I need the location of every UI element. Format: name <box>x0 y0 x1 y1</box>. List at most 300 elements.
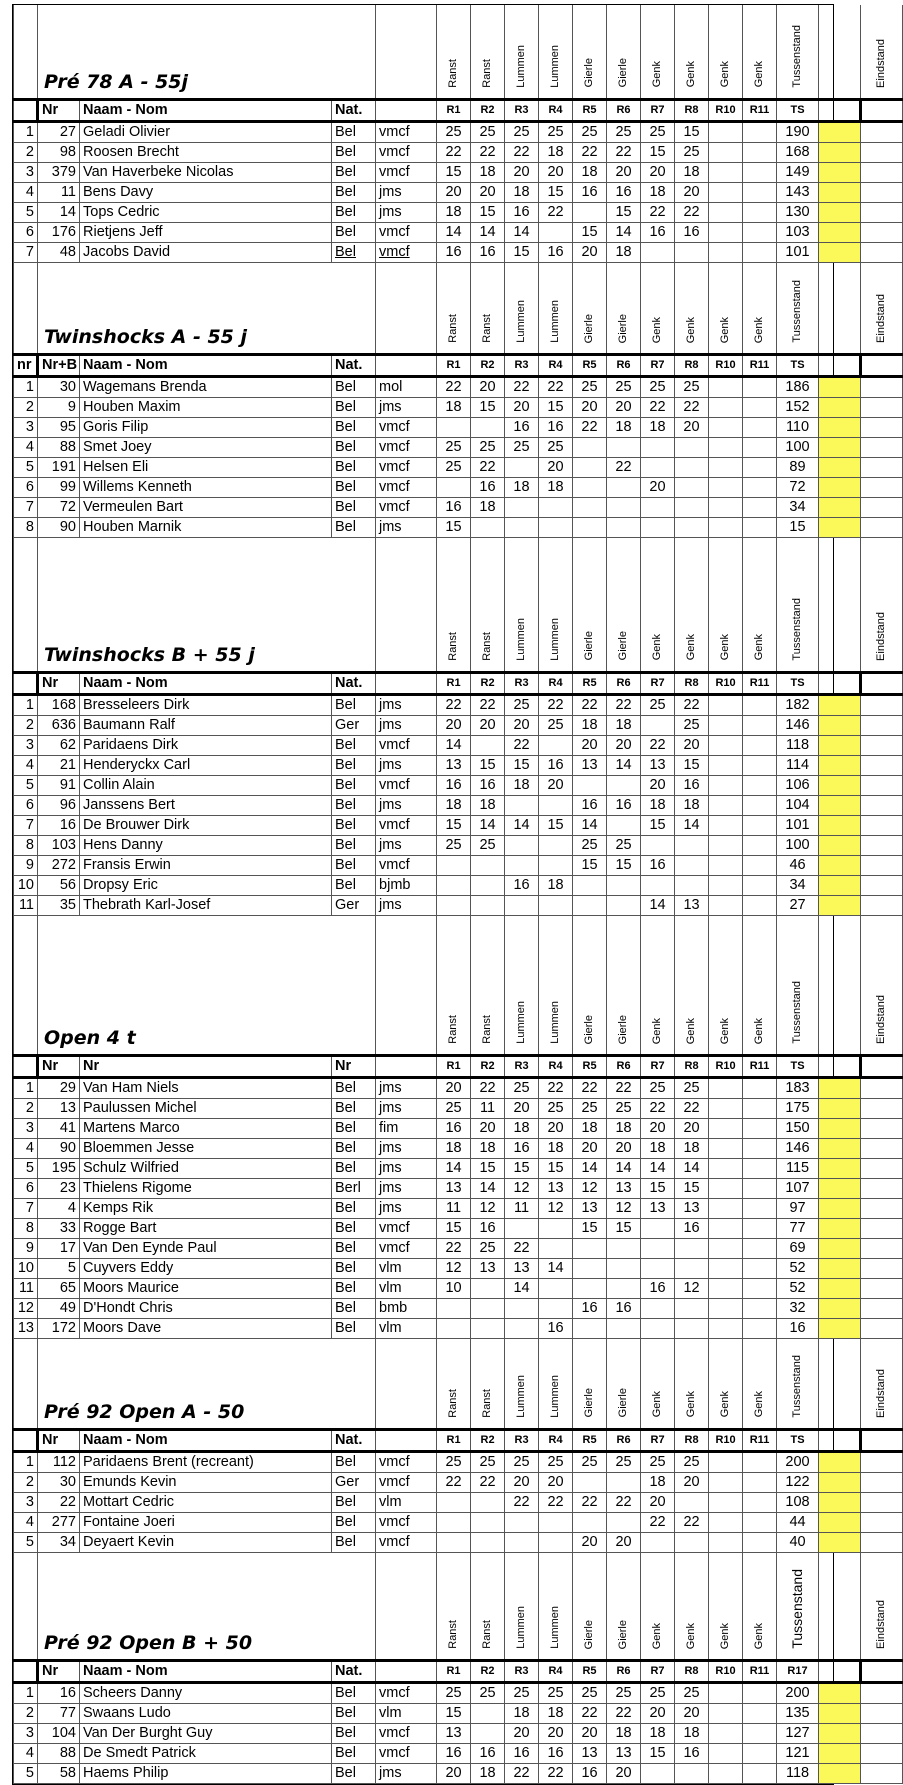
round-score: 16 <box>505 418 539 438</box>
rider-name: Vermeulen Bart <box>80 498 332 518</box>
rider-nationality: Bel <box>332 438 376 458</box>
rider-club: vmcf <box>376 1451 437 1472</box>
round-score: 20 <box>437 1078 471 1099</box>
rider-position: 4 <box>14 182 38 202</box>
rider-club: vmcf <box>376 1683 437 1704</box>
round-title: Genk <box>685 1017 698 1044</box>
round-score <box>743 458 777 478</box>
round-score: 25 <box>573 835 607 855</box>
round-title-cell <box>471 1339 505 1429</box>
rider-number: 90 <box>38 518 80 538</box>
header-round: R3 <box>505 1429 539 1451</box>
round-title: Ranst <box>481 1015 494 1044</box>
round-score <box>573 1239 607 1259</box>
round-title: Genk <box>685 316 697 343</box>
rider-number: 103 <box>38 835 80 855</box>
round-score <box>539 222 573 242</box>
final-standing <box>861 242 903 262</box>
round-title-cell <box>861 916 903 1056</box>
round-score: 18 <box>471 498 505 518</box>
round-score <box>743 242 777 262</box>
round-score <box>539 835 573 855</box>
round-score: 22 <box>573 418 607 438</box>
rider-position: 4 <box>14 755 38 775</box>
round-score <box>709 398 743 418</box>
round-score <box>709 835 743 855</box>
rider-club: vmcf <box>376 162 437 182</box>
round-title-cell <box>539 263 573 355</box>
round-score: 18 <box>675 162 709 182</box>
interim-total: 186 <box>777 377 819 398</box>
final-standing <box>861 398 903 418</box>
round-score <box>709 498 743 518</box>
header-blank <box>819 1661 861 1683</box>
round-score: 11 <box>437 1199 471 1219</box>
round-title-cell <box>573 538 607 672</box>
rider-position: 4 <box>14 1512 38 1532</box>
blank-cell <box>376 916 437 1056</box>
rider-name: Henderyckx Carl <box>80 755 332 775</box>
interim-total: 27 <box>777 895 819 915</box>
round-title: Eindstand <box>875 611 888 661</box>
round-score <box>743 498 777 518</box>
round-score <box>709 1259 743 1279</box>
final-standing <box>861 1119 903 1139</box>
rider-number: 191 <box>38 458 80 478</box>
header-round: R7 <box>641 1056 675 1078</box>
rider-name: Bloemmen Jesse <box>80 1139 332 1159</box>
round-score: 14 <box>539 1259 573 1279</box>
round-score <box>539 1239 573 1259</box>
round-title: Ranst <box>481 58 494 88</box>
highlight-cell <box>819 1319 861 1339</box>
round-title: Ranst <box>447 314 459 343</box>
round-title-cell <box>573 1339 607 1429</box>
rider-club: jms <box>376 202 437 222</box>
section-title: Twinshocks B + 55 j <box>44 643 255 666</box>
round-score <box>573 875 607 895</box>
rider-name: Baumann Ralf <box>80 715 332 735</box>
round-score: 10 <box>437 1279 471 1299</box>
interim-total: 52 <box>777 1279 819 1299</box>
final-standing <box>861 1704 903 1724</box>
round-title: Ranst <box>447 58 460 88</box>
round-score: 13 <box>437 755 471 775</box>
table-row <box>14 458 903 478</box>
rider-position: 5 <box>14 775 38 795</box>
round-score: 22 <box>607 1492 641 1512</box>
round-score <box>505 895 539 915</box>
round-score <box>709 1099 743 1119</box>
round-score <box>709 1139 743 1159</box>
round-score <box>743 1078 777 1099</box>
round-score <box>573 895 607 915</box>
round-score <box>675 498 709 518</box>
rider-position: 6 <box>14 478 38 498</box>
round-title-cell <box>471 263 505 355</box>
round-score: 18 <box>641 182 675 202</box>
final-standing <box>861 1744 903 1764</box>
round-score <box>675 1532 709 1552</box>
round-title-cell <box>861 1339 903 1429</box>
final-standing <box>861 855 903 875</box>
round-score: 14 <box>471 815 505 835</box>
final-standing <box>861 162 903 182</box>
header-round: R2 <box>471 355 505 377</box>
rider-name: Dropsy Eric <box>80 875 332 895</box>
round-score: 20 <box>641 162 675 182</box>
round-score: 15 <box>437 162 471 182</box>
rider-nationality: Bel <box>332 142 376 162</box>
round-score: 22 <box>573 694 607 715</box>
column-header-row <box>14 1056 903 1078</box>
round-score: 25 <box>471 1239 505 1259</box>
round-score <box>471 855 505 875</box>
round-score: 16 <box>505 1139 539 1159</box>
table-row <box>14 1724 903 1744</box>
round-score <box>743 1744 777 1764</box>
round-score <box>505 855 539 875</box>
round-title-cell <box>675 1339 709 1429</box>
interim-total: 130 <box>777 202 819 222</box>
round-score: 16 <box>675 1744 709 1764</box>
blank-cell <box>376 1553 437 1661</box>
header-round: R7 <box>641 672 675 694</box>
round-score: 13 <box>539 1179 573 1199</box>
round-score <box>539 1512 573 1532</box>
rider-number: 272 <box>38 855 80 875</box>
round-score <box>641 1764 675 1784</box>
round-score: 15 <box>539 815 573 835</box>
round-score <box>709 815 743 835</box>
header-round: R5 <box>573 672 607 694</box>
round-title: Tussenstand <box>791 597 804 661</box>
final-standing <box>861 755 903 775</box>
final-standing <box>861 438 903 458</box>
round-score: 15 <box>437 815 471 835</box>
round-score: 20 <box>641 1492 675 1512</box>
round-score: 18 <box>471 1139 505 1159</box>
round-score: 22 <box>607 142 641 162</box>
round-title: Ranst <box>481 314 493 343</box>
interim-total: 44 <box>777 1512 819 1532</box>
round-score: 20 <box>505 715 539 735</box>
round-score: 16 <box>471 1219 505 1239</box>
round-score: 18 <box>437 398 471 418</box>
round-score: 25 <box>675 377 709 398</box>
round-score <box>743 855 777 875</box>
rider-nationality: Bel <box>332 418 376 438</box>
table-row <box>14 1764 903 1784</box>
round-title: Tussenstand <box>791 1354 804 1418</box>
round-title: Lummen <box>515 44 528 88</box>
rider-number: 16 <box>38 1683 80 1704</box>
round-score: 22 <box>675 694 709 715</box>
rider-nationality: Bel <box>332 1219 376 1239</box>
round-score: 13 <box>437 1179 471 1199</box>
standings-section <box>13 1553 903 1785</box>
highlight-cell <box>819 1299 861 1319</box>
round-score: 25 <box>471 835 505 855</box>
round-title: Lummen <box>515 1606 528 1649</box>
round-score: 22 <box>539 1764 573 1784</box>
rider-name: Rietjens Jeff <box>80 222 332 242</box>
round-title: Gierle <box>583 1388 596 1418</box>
round-title-cell <box>505 916 539 1056</box>
round-score: 14 <box>641 1159 675 1179</box>
rider-number: 104 <box>38 1724 80 1744</box>
highlight-cell <box>819 478 861 498</box>
rider-club: jms <box>376 518 437 538</box>
round-score: 20 <box>437 182 471 202</box>
standings-section <box>13 263 903 539</box>
round-title-cell <box>641 1339 675 1429</box>
rider-position: 3 <box>14 1492 38 1512</box>
header-round: R8 <box>675 355 709 377</box>
round-score: 15 <box>675 755 709 775</box>
highlight-cell <box>819 418 861 438</box>
rider-position: 1 <box>14 694 38 715</box>
round-score <box>539 1299 573 1319</box>
rider-number: 98 <box>38 142 80 162</box>
round-score <box>743 1451 777 1472</box>
table-row <box>14 835 903 855</box>
rider-number: 91 <box>38 775 80 795</box>
round-title: Genk <box>651 1622 664 1649</box>
round-score: 22 <box>437 694 471 715</box>
round-score <box>743 418 777 438</box>
round-score <box>437 1492 471 1512</box>
interim-total: 146 <box>777 1139 819 1159</box>
header-round: R1 <box>437 355 471 377</box>
header-round: R5 <box>573 1429 607 1451</box>
round-title: Genk <box>753 316 765 343</box>
final-standing <box>861 377 903 398</box>
highlight-cell <box>819 795 861 815</box>
round-score <box>607 1259 641 1279</box>
table-row <box>14 1451 903 1472</box>
rider-number: 35 <box>38 895 80 915</box>
round-title-cell <box>539 1339 573 1429</box>
round-score: 25 <box>641 377 675 398</box>
highlight-cell <box>819 715 861 735</box>
round-score: 20 <box>573 1724 607 1744</box>
rider-position: 6 <box>14 222 38 242</box>
round-score: 15 <box>641 1179 675 1199</box>
round-score <box>607 498 641 518</box>
interim-total: 52 <box>777 1259 819 1279</box>
round-score <box>709 855 743 875</box>
round-score <box>539 1532 573 1552</box>
round-score <box>743 1512 777 1532</box>
header-round: R10 <box>709 99 743 121</box>
round-title: Genk <box>753 1622 766 1649</box>
round-score: 20 <box>505 1472 539 1492</box>
round-score <box>709 1179 743 1199</box>
round-score <box>471 1319 505 1339</box>
round-score: 16 <box>539 755 573 775</box>
round-score <box>743 1472 777 1492</box>
rider-position: 5 <box>14 1532 38 1552</box>
round-score <box>573 1279 607 1299</box>
column-header-row <box>14 99 903 121</box>
round-score: 20 <box>539 162 573 182</box>
interim-total: 34 <box>777 875 819 895</box>
table-row <box>14 1472 903 1492</box>
round-score: 14 <box>573 1159 607 1179</box>
round-score: 25 <box>607 377 641 398</box>
round-score: 25 <box>607 1451 641 1472</box>
header-round: R10 <box>709 355 743 377</box>
round-score: 20 <box>573 1532 607 1552</box>
rider-nationality: Ger <box>332 1472 376 1492</box>
round-score: 12 <box>607 1199 641 1219</box>
highlight-cell <box>819 242 861 262</box>
rider-number: 27 <box>38 121 80 142</box>
round-score: 22 <box>505 1764 539 1784</box>
header-round: R11 <box>743 1661 777 1683</box>
round-score: 13 <box>607 1744 641 1764</box>
round-score <box>539 895 573 915</box>
highlight-cell <box>819 142 861 162</box>
round-title: Genk <box>753 61 766 88</box>
rider-number: 636 <box>38 715 80 735</box>
round-title-cell <box>777 263 819 355</box>
rider-name: Paridaens Dirk <box>80 735 332 755</box>
round-score: 22 <box>437 1472 471 1492</box>
round-title-cell <box>641 538 675 672</box>
table-row <box>14 518 903 538</box>
round-score <box>607 1239 641 1259</box>
interim-total: 122 <box>777 1472 819 1492</box>
rider-name: Martens Marco <box>80 1119 332 1139</box>
interim-total: 101 <box>777 815 819 835</box>
round-score: 20 <box>505 162 539 182</box>
round-score: 18 <box>675 1139 709 1159</box>
round-title-cell <box>505 1553 539 1661</box>
section-title-cell <box>38 5 376 99</box>
round-score: 15 <box>437 518 471 538</box>
rider-number: 379 <box>38 162 80 182</box>
round-title-cell <box>641 263 675 355</box>
round-score: 18 <box>641 418 675 438</box>
header-round: R2 <box>471 1661 505 1683</box>
rider-club: jms <box>376 1139 437 1159</box>
round-score: 16 <box>607 795 641 815</box>
rider-club: vmcf <box>376 1532 437 1552</box>
interim-total: 152 <box>777 398 819 418</box>
interim-total: 101 <box>777 242 819 262</box>
header-nat: Nat. <box>332 355 376 377</box>
round-score <box>437 855 471 875</box>
round-title-cell <box>819 263 861 355</box>
highlight-cell <box>819 498 861 518</box>
final-standing <box>861 1159 903 1179</box>
round-title-cell <box>437 1553 471 1661</box>
rider-position: 1 <box>14 1683 38 1704</box>
round-title: Tussenstand <box>791 24 804 88</box>
highlight-cell <box>819 202 861 222</box>
round-score: 18 <box>505 478 539 498</box>
round-score <box>675 458 709 478</box>
round-score: 22 <box>675 1512 709 1532</box>
rider-club: jms <box>376 1078 437 1099</box>
round-score: 12 <box>573 1179 607 1199</box>
header-round: R5 <box>573 355 607 377</box>
round-score: 13 <box>675 1199 709 1219</box>
round-score <box>641 1532 675 1552</box>
header-round: R8 <box>675 672 709 694</box>
rider-number: 96 <box>38 795 80 815</box>
table-row <box>14 1179 903 1199</box>
round-score: 22 <box>641 735 675 755</box>
rider-name: Goris Filip <box>80 418 332 438</box>
rider-name: Houben Marnik <box>80 518 332 538</box>
table-row <box>14 775 903 795</box>
rider-number: 14 <box>38 202 80 222</box>
round-score: 20 <box>505 1724 539 1744</box>
rider-nationality: Bel <box>332 755 376 775</box>
round-score: 16 <box>539 418 573 438</box>
rider-nationality: Bel <box>332 121 376 142</box>
round-score: 15 <box>471 398 505 418</box>
round-score <box>709 1704 743 1724</box>
round-score <box>709 1744 743 1764</box>
round-score: 16 <box>641 1279 675 1299</box>
round-score: 16 <box>573 795 607 815</box>
round-score <box>709 715 743 735</box>
round-score <box>573 202 607 222</box>
round-score <box>709 242 743 262</box>
interim-total: 15 <box>777 518 819 538</box>
round-score <box>641 518 675 538</box>
round-score: 25 <box>641 1683 675 1704</box>
interim-total: 108 <box>777 1492 819 1512</box>
round-score: 15 <box>471 755 505 775</box>
header-round: R5 <box>573 99 607 121</box>
rider-nationality: Bel <box>332 775 376 795</box>
round-score <box>743 694 777 715</box>
round-title-cell <box>675 263 709 355</box>
rider-position: 3 <box>14 1119 38 1139</box>
table-row <box>14 377 903 398</box>
round-score: 13 <box>573 1744 607 1764</box>
round-score: 18 <box>573 1119 607 1139</box>
rider-name: Hens Danny <box>80 835 332 855</box>
interim-total: 100 <box>777 835 819 855</box>
table-row <box>14 418 903 438</box>
round-score <box>709 895 743 915</box>
round-score: 15 <box>505 242 539 262</box>
rider-club: jms <box>376 182 437 202</box>
round-score: 25 <box>675 1683 709 1704</box>
table-row <box>14 715 903 735</box>
rider-nationality: Bel <box>332 1279 376 1299</box>
interim-total: 106 <box>777 775 819 795</box>
rider-club: jms <box>376 694 437 715</box>
round-score: 12 <box>505 1179 539 1199</box>
round-score <box>709 1279 743 1299</box>
round-title: Lummen <box>515 1374 528 1418</box>
round-score <box>573 438 607 458</box>
header-round: R6 <box>607 1056 641 1078</box>
round-score: 20 <box>437 715 471 735</box>
rider-number: 23 <box>38 1179 80 1199</box>
round-title: Eindstand <box>875 1600 888 1649</box>
header-round: R3 <box>505 1661 539 1683</box>
round-score: 18 <box>675 795 709 815</box>
round-title-cell <box>777 538 819 672</box>
